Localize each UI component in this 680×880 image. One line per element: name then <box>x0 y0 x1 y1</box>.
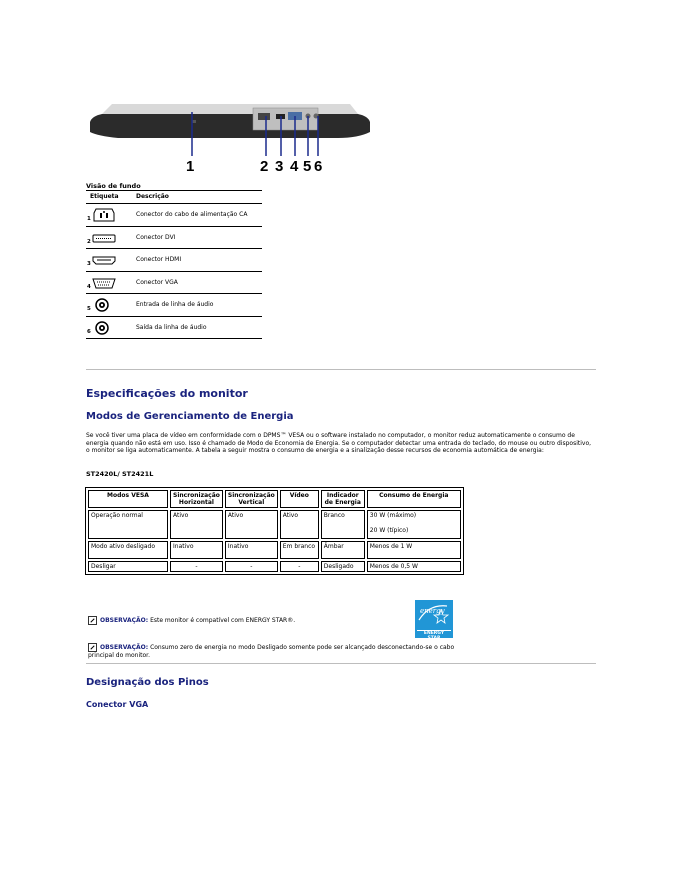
energy-star-caption: ENERGY STAR <box>417 630 451 641</box>
back-view-caption: Visão de fundo <box>86 182 141 190</box>
row-description: Conector do cabo de alimentação CA <box>136 211 248 218</box>
energy-star-script: energy <box>420 607 445 615</box>
power-table-header <box>88 490 461 508</box>
power-table <box>85 487 464 575</box>
table-row <box>88 561 461 572</box>
row-label: 5 <box>87 306 91 312</box>
note-icon <box>88 643 97 652</box>
table-cell: Modo ativo desligado <box>88 541 168 559</box>
callout-2: 2 <box>260 158 269 175</box>
row-label: 4 <box>87 283 91 290</box>
header-cell: Vídeo <box>280 490 319 508</box>
hdmi-connector-icon <box>92 252 116 268</box>
note-zero-power <box>88 643 458 660</box>
table-cell: Menos de 0,5 W <box>367 561 461 572</box>
specs-title: Especificações do monitor <box>86 387 248 400</box>
table-cell: Inativo <box>170 541 223 559</box>
note-text: Este monitor é compatível com ENERGY STAR®. <box>150 617 296 624</box>
row-label: 6 <box>87 328 91 335</box>
max-consumption: 30 W (máximo) <box>369 512 417 519</box>
table-row <box>88 510 461 539</box>
header-cell: Sincronização Horizontal <box>170 490 223 508</box>
table-cell: Operação normal <box>88 510 168 539</box>
table-cell: - <box>280 561 319 572</box>
row-description: Entrada de linha de áudio <box>136 301 214 308</box>
note-energy-star <box>88 616 295 625</box>
table-row <box>86 227 262 250</box>
callout-6: 6 <box>314 158 323 175</box>
table-row <box>86 272 262 295</box>
monitor-rear-image <box>88 92 378 174</box>
header-cell: Sincronização Vertical <box>225 490 278 508</box>
port-table-header <box>86 190 262 204</box>
table-cell: Menos de 1 W <box>367 541 461 559</box>
row-description: Saída da linha de áudio <box>136 323 207 331</box>
table-cell: Ativo <box>170 510 223 539</box>
table-row <box>86 249 262 272</box>
section-divider <box>86 663 596 664</box>
row-description: Conector VGA <box>136 278 178 286</box>
section-divider <box>86 369 596 370</box>
pins-title: Designação dos Pinos <box>86 677 209 688</box>
col-label-header: Etiqueta <box>90 193 119 200</box>
port-table <box>86 190 262 339</box>
header-cell: Indicador de Energia <box>321 490 365 508</box>
table-cell: Em branco <box>280 541 319 559</box>
power-connector-icon <box>92 207 116 223</box>
table-cell: Inativo <box>225 541 278 559</box>
callout-5: 5 <box>303 158 312 175</box>
vga-connector-icon <box>92 275 116 291</box>
table-cell: - <box>170 561 223 572</box>
table-cell <box>367 510 461 539</box>
row-description: Conector DVI <box>136 233 176 241</box>
row-label: 1 <box>87 216 91 222</box>
callout-1: 1 <box>186 158 195 175</box>
table-cell: - <box>225 561 278 572</box>
col-description-header: Descrição <box>136 193 169 200</box>
note-label: OBSERVAÇÃO: <box>100 644 149 651</box>
table-cell: Ativo <box>280 510 319 539</box>
table-cell: Desligar <box>88 561 168 572</box>
row-description: Conector HDMI <box>136 256 182 263</box>
header-cell: Modos VESA <box>88 490 168 508</box>
energy-star-logo <box>415 600 453 641</box>
row-label: 3 <box>87 261 91 267</box>
audio-out-icon <box>92 320 116 336</box>
callout-3: 3 <box>275 158 284 175</box>
table-cell: Ativo <box>225 510 278 539</box>
vga-connector-title: Conector VGA <box>86 700 149 709</box>
table-cell: Desligado <box>321 561 365 572</box>
callout-4: 4 <box>290 158 299 175</box>
table-row <box>86 317 262 340</box>
dvi-connector-icon <box>92 230 116 246</box>
row-label: 2 <box>87 238 91 245</box>
table-row <box>88 541 461 559</box>
power-mgmt-title: Modos de Gerenciamento de Energia <box>86 411 294 422</box>
table-row <box>86 204 262 227</box>
audio-in-icon <box>92 297 116 313</box>
note-label: OBSERVAÇÃO: <box>100 617 149 624</box>
table-cell: Âmbar <box>321 541 365 559</box>
header-cell: Consumo de Energia <box>367 490 461 508</box>
table-row <box>86 294 262 317</box>
table-cell: Branco <box>321 510 365 539</box>
note-icon <box>88 616 97 625</box>
power-mgmt-intro: Se você tiver uma placa de vídeo em conformidade com o DPMS™ VESA ou o software instalado no computador, o monitor reduz automaticamente o consumo de energia quando não está em uso. Isso é chamado de Modo de Economia de Energia. Se o computador detectar uma entrada do teclado, do mouse ou outro dispositivo, o monitor se liga automaticamente. A tabela a seguir mostra o consumo de energia e a sinalização desse recursos de economia automática de energia: <box>86 432 592 455</box>
model-label: ST2420L/ ST2421L <box>86 470 154 478</box>
typical-consumption: 20 W (típico) <box>369 527 409 534</box>
note-text: Consumo zero de energia no modo Desligado somente pode ser alcançado desconectando-se o cabo principal do monitor. <box>88 644 455 659</box>
